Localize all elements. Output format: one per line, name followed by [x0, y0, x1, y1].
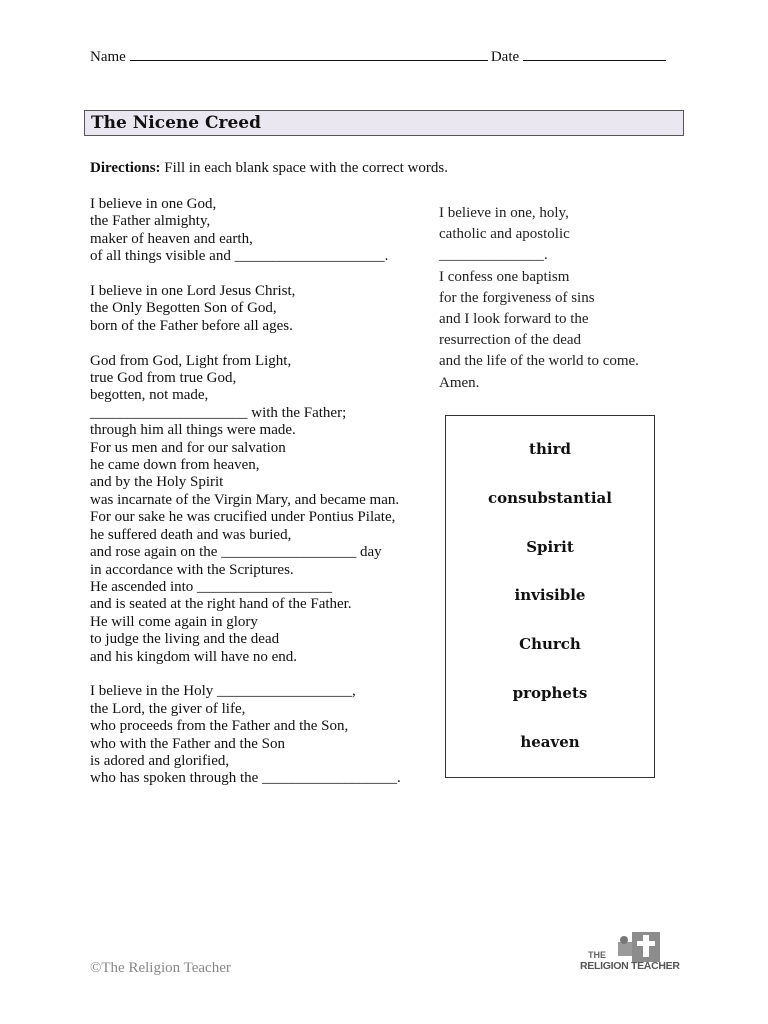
- word-bank-item: Spirit: [526, 537, 574, 556]
- creed-line: I believe in one Lord Jesus Christ,: [90, 283, 296, 300]
- creed-line: resurrection of the dead: [439, 332, 582, 349]
- creed-stanza: [90, 683, 401, 787]
- creed-line: and by the Holy Spirit: [90, 474, 224, 491]
- directions-label: Directions:: [90, 160, 161, 176]
- creed-line: is adored and glorified,: [90, 752, 230, 769]
- logo-cross-icon: [610, 932, 662, 962]
- creed-left-column: [90, 196, 401, 805]
- creed-line: begotten, not made,: [90, 387, 209, 404]
- page-title: The Nicene Creed: [91, 113, 262, 133]
- word-bank-item: invisible: [514, 586, 586, 605]
- name-blank[interactable]: [130, 46, 488, 61]
- logo-the: THE: [588, 950, 606, 960]
- creed-line: he suffered death and was buried,: [90, 526, 292, 543]
- creed-line: and the life of the world to come.: [439, 353, 639, 370]
- creed-line: who proceeds from the Father and the Son,: [90, 718, 349, 735]
- creed-line: to judge the living and the dead: [90, 631, 280, 648]
- creed-line: and his kingdom will have no end.: [90, 648, 298, 665]
- creed-line: and I look forward to the: [439, 311, 589, 328]
- creed-line: I confess one baptism: [439, 268, 570, 285]
- creed-line: the Father almighty,: [90, 213, 211, 230]
- creed-line: and rose again on the __________________ day: [90, 544, 382, 561]
- creed-line: who with the Father and the Son: [90, 735, 285, 752]
- creed-line: he came down from heaven,: [90, 457, 260, 474]
- name-date-header: [90, 46, 666, 66]
- word-bank-item: third: [529, 440, 571, 458]
- creed-stanza: [90, 196, 401, 266]
- creed-line: For us men and for our salvation: [90, 439, 286, 456]
- creed-line: in accordance with the Scriptures.: [90, 561, 294, 578]
- creed-line: born of the Father before all ages.: [90, 317, 293, 334]
- word-bank-item: consubstantial: [488, 488, 612, 507]
- title-bar: [84, 110, 684, 136]
- creed-line: _____________________ with the Father;: [90, 404, 347, 421]
- creed-line: true God from true God,: [90, 370, 237, 387]
- date-blank[interactable]: [523, 46, 666, 61]
- creed-line: I believe in one, holy,: [439, 205, 569, 221]
- word-bank-item: prophets: [512, 684, 588, 702]
- creed-line: for the forgiveness of sins: [439, 289, 595, 306]
- directions: [90, 160, 448, 177]
- creed-line: I believe in one God,: [90, 196, 217, 212]
- creed-line: the Lord, the giver of life,: [90, 700, 246, 717]
- religion-teacher-logo: [580, 932, 680, 976]
- creed-line: through him all things were made.: [90, 422, 296, 439]
- word-bank: [445, 415, 655, 778]
- creed-line: and is seated at the right hand of the Father.: [90, 596, 352, 613]
- word-bank-item: Church: [519, 635, 581, 654]
- creed-line: catholic and apostolic: [439, 226, 570, 243]
- creed-stanza: [90, 283, 401, 335]
- creed-line: He will come again in glory: [90, 613, 258, 630]
- creed-line: He ascended into __________________: [90, 578, 333, 595]
- creed-line: maker of heaven and earth,: [90, 230, 253, 247]
- creed-line: the Only Begotten Son of God,: [90, 300, 277, 317]
- word-bank-item: heaven: [520, 732, 580, 751]
- copyright: ©The Religion Teacher: [90, 960, 231, 976]
- creed-line: ______________.: [439, 247, 548, 264]
- creed-line: For our sake he was crucified under Pontius Pilate,: [90, 509, 396, 526]
- creed-line: was incarnate of the Virgin Mary, and became man.: [90, 491, 400, 508]
- creed-stanza: [90, 353, 401, 666]
- creed-line: I believe in the Holy __________________,: [90, 683, 356, 700]
- creed-line: Amen.: [439, 374, 480, 391]
- directions-text: Fill in each blank space with the correct words.: [164, 160, 448, 176]
- creed-line: of all things visible and ____________________.: [90, 248, 389, 265]
- name-label: Name: [90, 49, 126, 65]
- creed-right-column: [439, 203, 639, 394]
- creed-line: God from God, Light from Light,: [90, 352, 292, 369]
- creed-line: who has spoken through the __________________.: [90, 770, 401, 787]
- date-label: Date: [490, 49, 520, 65]
- logo-name: RELIGION TEACHER: [580, 960, 680, 972]
